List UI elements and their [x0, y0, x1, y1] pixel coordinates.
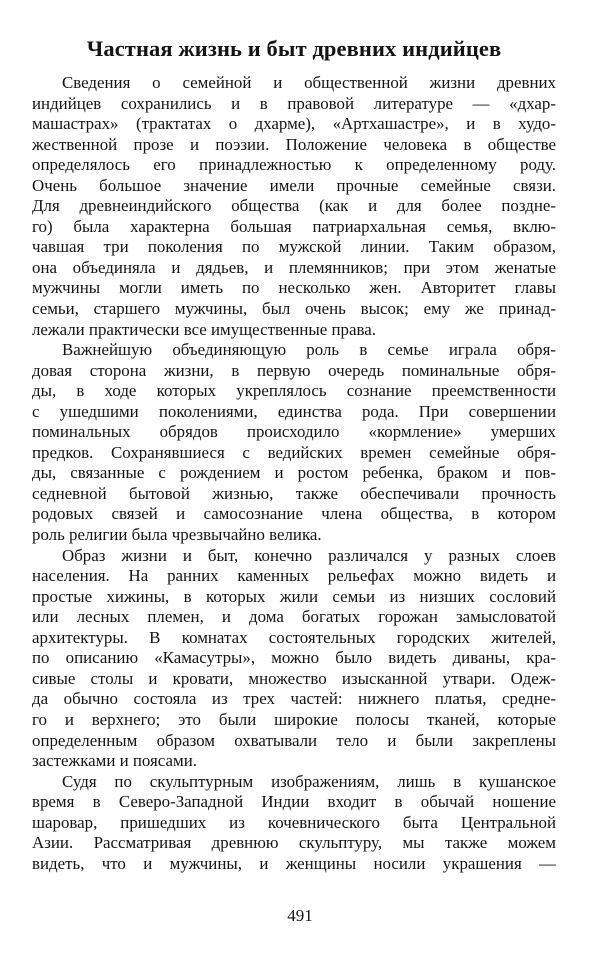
text-line: ды, связанные с рождением и ростом ребенка, браком и пов- [32, 463, 556, 483]
text-line: машастрах» (трактатах о дхарме), «Артхашастре», и в худо- [32, 114, 556, 134]
text-line: родовых связей и самосознание члена общества, в котором [32, 504, 556, 524]
text-line: с ушедшими поколениями, единства рода. При совершении [32, 401, 556, 421]
text-line: определялось его принадлежностью к определенному роду. [32, 155, 556, 175]
text-line: индийцев сохранились и в правовой литературе — «дхар- [32, 93, 556, 113]
text-line: шаровар, пришедших из кочевнического быта Центральной [32, 812, 556, 832]
text-line: го и верхнего; это были широкие полосы тканей, которые [32, 709, 556, 729]
text-line: мужчины могли иметь по несколько жен. Авторитет главы [32, 278, 556, 298]
paragraph [32, 546, 556, 772]
text-line: семьи, старшего мужчины, был очень высок; ему же принад- [32, 299, 556, 319]
text-line: чавшая три поколения по мужской линии. Таким образом, [32, 237, 556, 257]
text-line: предков. Сохранявшиеся с ведийских времен семейные обря- [32, 442, 556, 462]
text-line: да обычно состояла из трех частей: нижнего платья, средне- [32, 689, 556, 709]
text-line: застежками и поясами. [32, 751, 197, 771]
text-line: простые хижины, в которых жили семьи из низших сословий [32, 586, 556, 606]
text-line: архитектуры. В комнатах состоятельных городских жителей, [32, 627, 556, 647]
body-text [32, 73, 556, 874]
text-line: сивые столы и кровати, множество изысканной утвари. Одеж- [32, 668, 556, 688]
page-number: 491 [287, 906, 313, 925]
text-line: она объединяла и дядьев, и племянников; при этом женатые [32, 257, 556, 277]
text-line: определенным образом охватывали тело и были закреплены [32, 730, 556, 750]
text-line: населения. На ранних каменных рельефах можно видеть и [32, 566, 556, 586]
paragraph [32, 73, 556, 340]
text-line: Судя по скульптурным изображениям, лишь в кушанское [62, 771, 556, 791]
paragraph [32, 772, 556, 875]
text-line: жественной прозе и поэзии. Положение человека в обществе [32, 134, 556, 154]
text-line: роль религии была чрезвычайно велика. [32, 525, 322, 545]
text-line: го) была характерна большая патриархальная семья, вклю- [32, 216, 556, 236]
text-line: или лесных племен, и дома богатых горожан замысловатой [32, 607, 556, 627]
text-line: Для древнеиндийского общества (как и для более поздне- [32, 196, 556, 216]
text-line: видеть, что и мужчины, и женщины носили украшения — [32, 853, 556, 873]
text-line: поминальных обрядов происходило «кормление» умерших [32, 422, 556, 442]
text-line: время в Северо-Западной Индии входит в обычай ношение [32, 792, 556, 812]
text-line: Азии. Рассматривая древнюю скульптуру, мы также можем [32, 833, 556, 853]
text-line: Очень большое значение имели прочные семейные связи. [32, 175, 556, 195]
page-content [32, 34, 556, 874]
page-title: Частная жизнь и быт древних индийцев [86, 36, 502, 61]
text-line: Сведения о семейной и общественной жизни древних [62, 73, 556, 92]
text-line: ды, в ходе которых укреплялось сознание преемственности [32, 381, 556, 401]
text-line: Образ жизни и быт, конечно различался у разных слоев [62, 545, 556, 565]
text-line: по описанию «Камасутры», можно было видеть диваны, кра- [32, 648, 556, 668]
text-line: довая сторона жизни, в первую очередь поминальные обря- [32, 360, 556, 380]
text-line: лежали практически все имущественные права. [32, 319, 376, 339]
text-line: седневной бытовой жизнью, также обеспечивали прочность [32, 483, 556, 503]
text-line: Важнейшую объединяющую роль в семье играла обря- [62, 340, 556, 360]
paragraph [32, 340, 556, 545]
